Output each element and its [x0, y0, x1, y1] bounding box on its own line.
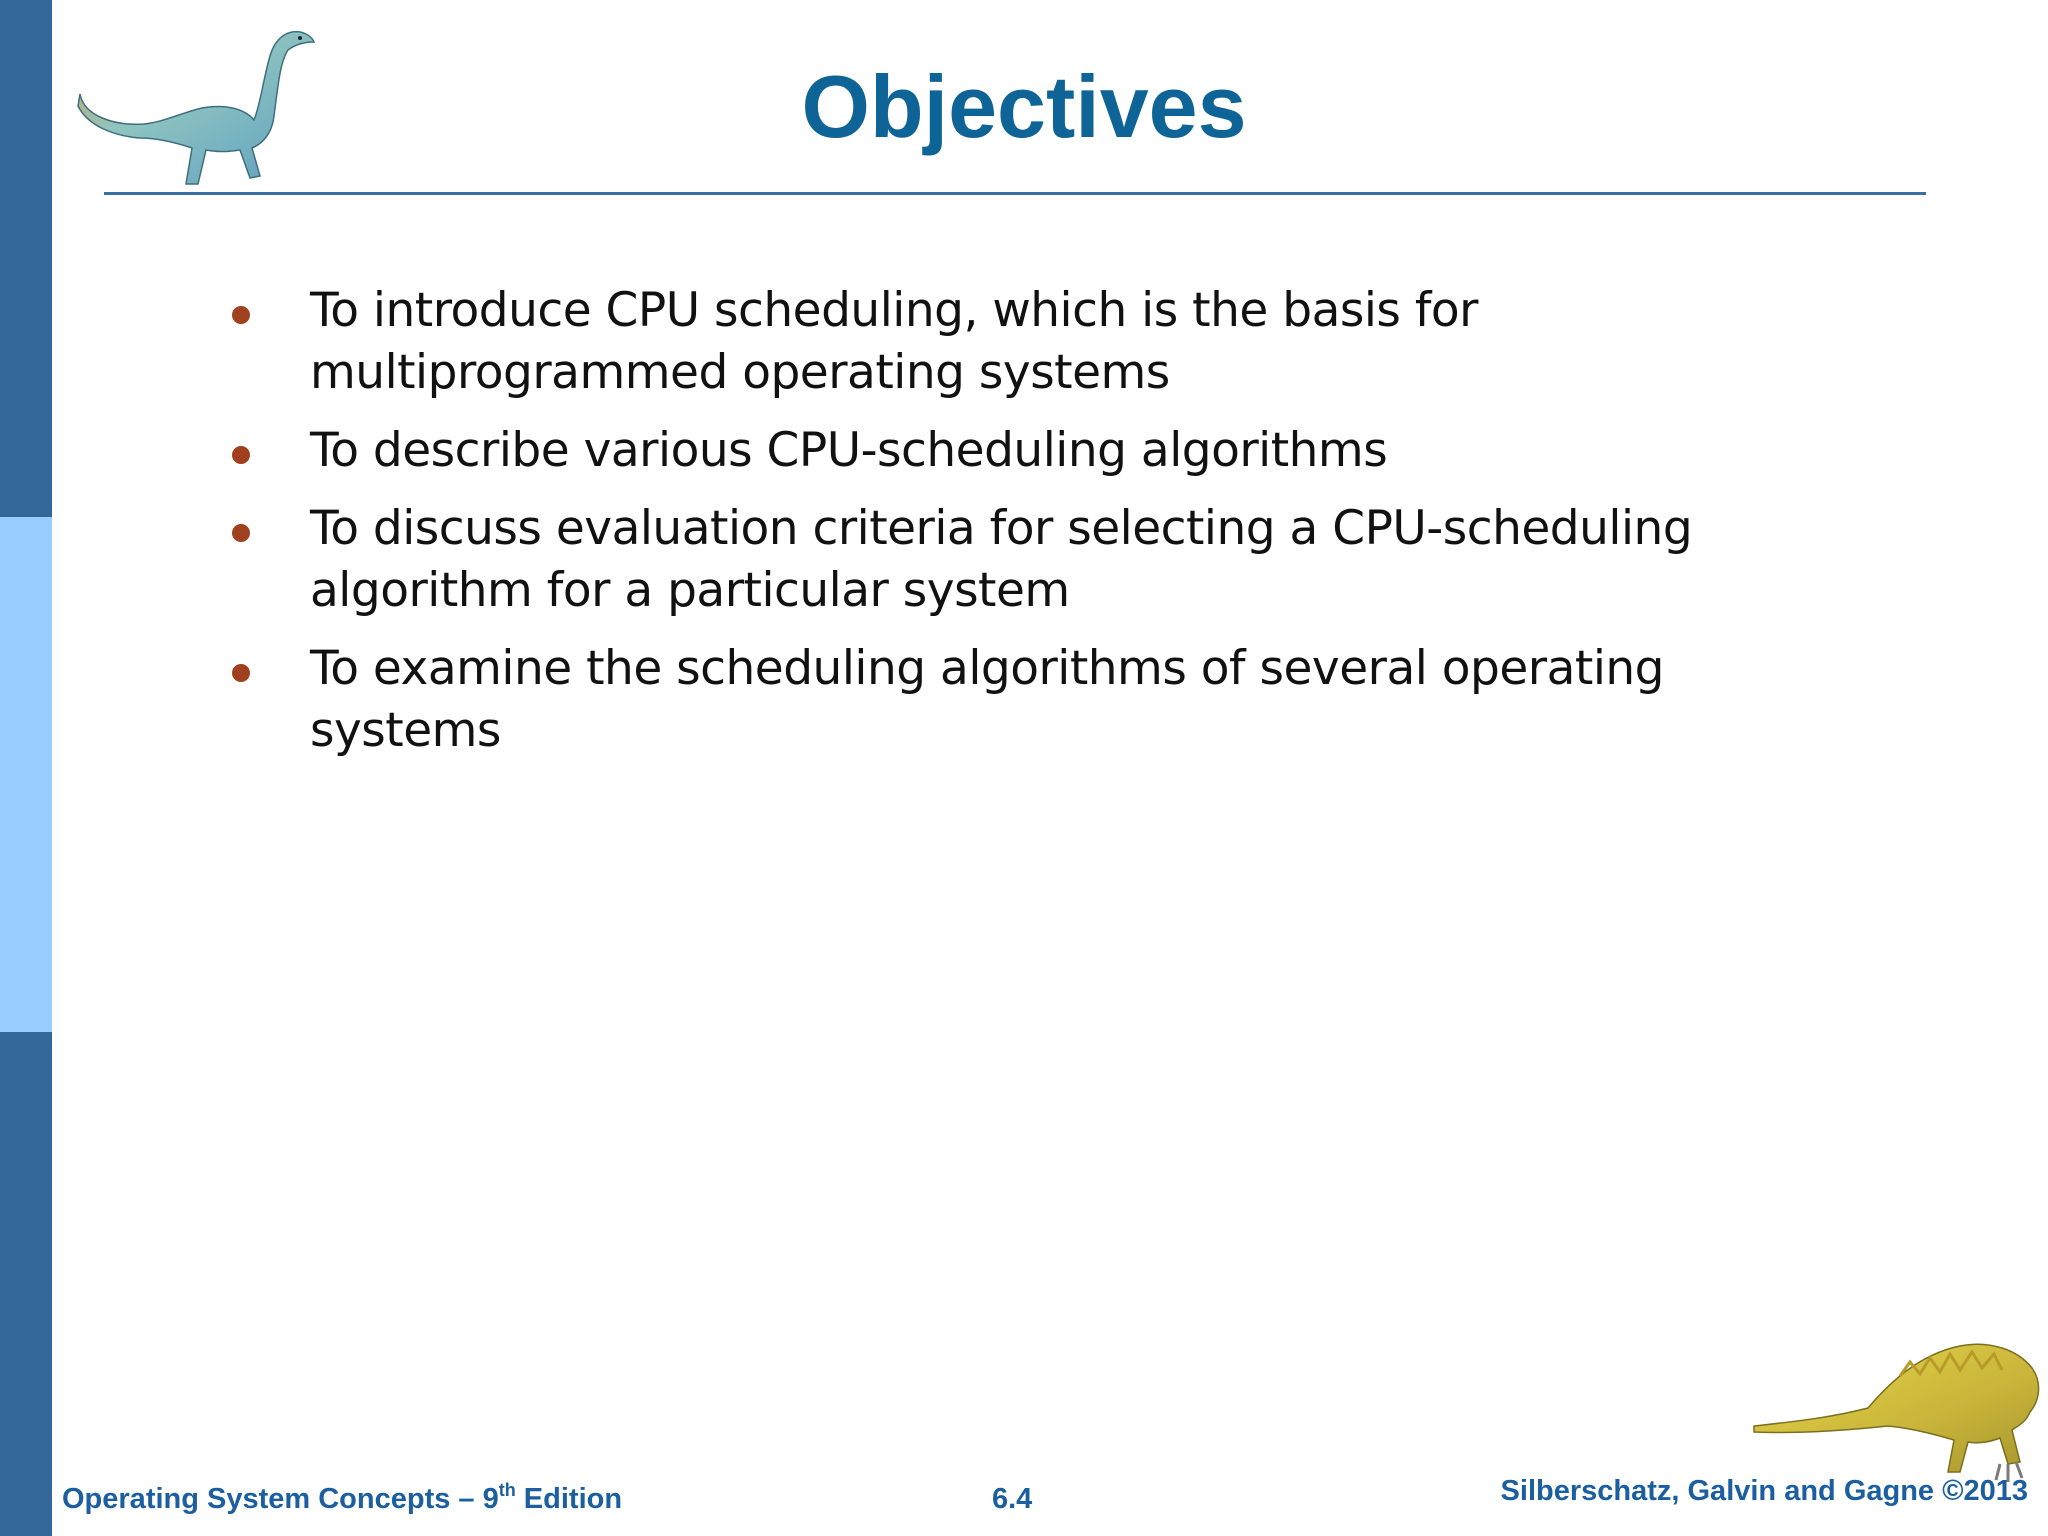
dinosaur-icon — [1750, 1322, 2046, 1490]
footer-book-sup: th — [498, 1480, 516, 1500]
side-strip-bottom — [0, 1032, 52, 1536]
title-rule — [104, 192, 1926, 195]
bullet-item — [0, 280, 2048, 404]
footer-book-main: Operating System Concepts – 9 — [62, 1483, 499, 1515]
bullet-text: To introduce CPU scheduling, which is the basis for multiprogrammed operating systems — [310, 283, 1478, 400]
bullet-list — [0, 280, 2048, 778]
bullet-item — [0, 498, 2048, 622]
footer-authors: Silberschatz, Galvin and Gagne ©2013 — [1500, 1475, 2028, 1507]
bullet-dot — [232, 524, 250, 542]
slide-title: Objectives — [801, 57, 1247, 156]
bullet-text: To discuss evaluation criteria for selecting a CPU-scheduling algorithm for a particular system — [310, 501, 1693, 618]
bullet-dot — [232, 664, 250, 682]
bullet-dot — [232, 306, 250, 324]
bullet-dot — [232, 446, 250, 464]
footer-book-title — [62, 1480, 622, 1516]
footer-book-tail: Edition — [515, 1483, 623, 1515]
bullet-item — [0, 638, 2048, 762]
page-number: 6.4 — [992, 1483, 1033, 1515]
bullet-item — [0, 420, 2048, 482]
bullet-text: To describe various CPU-scheduling algorithms — [310, 423, 1388, 478]
bullet-text: To examine the scheduling algorithms of several operating systems — [310, 641, 1665, 758]
